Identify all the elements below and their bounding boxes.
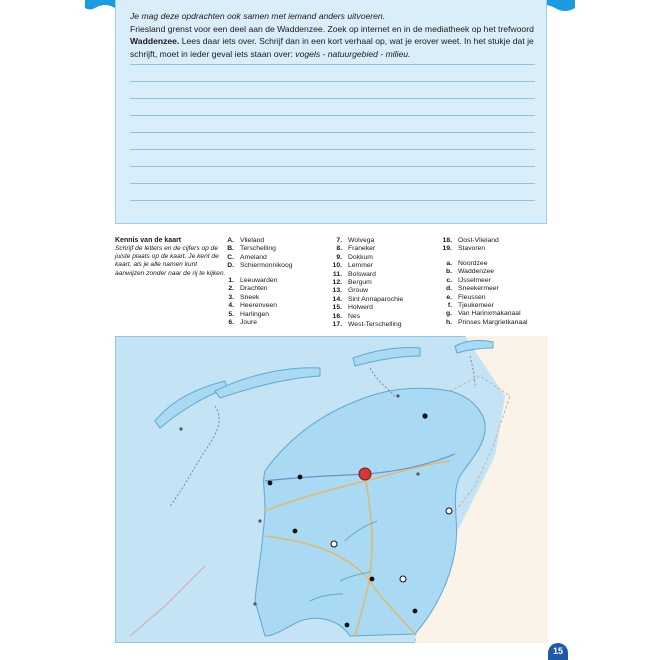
- writing-line[interactable]: [130, 200, 535, 201]
- legend-item: 7. Wolvega: [336, 237, 375, 244]
- legend-item: 10. Lemmer: [332, 262, 373, 270]
- legend-item: 18. Oost-Vlieland: [442, 237, 499, 244]
- assignment-text: [130, 10, 540, 60]
- assignment-part2: Lees daar iets over. Schrijf dan in een kort verhaal op, wat je erover weet. In het stukje dat je schrijft, moet in ieder geval iets staan over:: [130, 36, 534, 59]
- assignment-intro: Je mag deze opdrachten ook samen met iemand anders uitvoeren.: [130, 11, 386, 21]
- legend-item: g. Van Harinxmakanaal: [445, 310, 521, 318]
- legend-item: B. Terschelling: [227, 245, 276, 253]
- map-city-dot[interactable]: [298, 475, 303, 480]
- map-village-dot[interactable]: [258, 519, 261, 522]
- legend-item: b. Waddenzee: [445, 268, 495, 276]
- writing-line[interactable]: [130, 183, 535, 184]
- legend-item: a. Noordzee: [446, 260, 488, 267]
- writing-line[interactable]: [130, 132, 535, 133]
- map-city-open[interactable]: [400, 576, 406, 582]
- map-village-dot[interactable]: [253, 602, 256, 605]
- legend-item: 16. Nes: [332, 312, 361, 320]
- legend-item: 1. Leeuwarden: [228, 277, 278, 284]
- legend-item: 14. Sint Annaparochie: [332, 295, 404, 303]
- legend-item: e. Fleussen: [446, 293, 486, 301]
- page-number: 15: [548, 643, 568, 660]
- assignment-paragraph: [130, 23, 540, 61]
- map-city-dot[interactable]: [345, 623, 350, 628]
- assignment-keyword: Waddenzee.: [130, 36, 180, 47]
- legend-places-1: [222, 277, 277, 327]
- map-city-dot[interactable]: [413, 609, 418, 614]
- map-village-dot[interactable]: [396, 394, 399, 397]
- legend-item: h. Prinses Margrietkanaal: [445, 318, 528, 326]
- legend-item: 4. Heerenveen: [228, 302, 278, 310]
- writing-line[interactable]: [130, 81, 535, 82]
- map-city-dot[interactable]: [268, 481, 273, 486]
- legend-places-2: [330, 237, 403, 329]
- legend-item: 17. West-Terschelling: [332, 321, 402, 329]
- map-city-open[interactable]: [331, 541, 337, 547]
- legend-item: 9. Dokkum: [336, 253, 373, 261]
- legend-item: 8. Franeker: [336, 245, 376, 253]
- legend-item: 13. Grouw: [332, 287, 369, 295]
- legend-item: d. Sneekermeer: [445, 285, 499, 293]
- legend-item: 6. Joure: [228, 319, 258, 327]
- map-city-dot[interactable]: [422, 413, 427, 418]
- legend-item: D. Schiermonnikoog: [227, 262, 293, 270]
- legend-item: 11. Bolsward: [332, 270, 376, 278]
- legend-item: f. Tjeukemeer: [447, 302, 494, 310]
- writing-line[interactable]: [130, 98, 535, 99]
- legend-places-3: [440, 237, 499, 254]
- writing-line[interactable]: [130, 64, 535, 65]
- legend-instructions: Schrijf de letters en de cijfers op de juiste plaats op de kaart. Je kent de kaart, als je alle namen kunt aanwijzen zonder naar de rij te kijken.: [115, 245, 226, 277]
- assignment-part1: Friesland grenst voor een deel aan de Waddenzee. Zoek op internet en in de mediatheek op het trefwoord: [130, 23, 534, 34]
- writing-line[interactable]: [130, 166, 535, 167]
- friesland-map: [115, 336, 548, 643]
- legend-item: 12. Bergum: [332, 279, 372, 287]
- writing-line[interactable]: [130, 149, 535, 150]
- legend-item: 5. Harlingen: [228, 310, 270, 318]
- writing-line[interactable]: [130, 115, 535, 116]
- legend-item: c. IJsselmeer: [446, 276, 491, 284]
- assignment-topics: vogels - natuurgebied - milieu.: [295, 48, 411, 59]
- map-city-capital[interactable]: [359, 468, 371, 480]
- legend-waters: [440, 260, 528, 327]
- legend-islands: [222, 237, 293, 271]
- map-city-dot[interactable]: [293, 529, 298, 534]
- map-village-dot[interactable]: [179, 427, 182, 430]
- map-city-dot[interactable]: [370, 577, 375, 582]
- map-city-open[interactable]: [446, 508, 452, 514]
- legend-title: Kennis van de kaart: [115, 237, 182, 244]
- legend-item: 19. Stavoren: [442, 245, 486, 253]
- legend-item: 2. Drachten: [228, 285, 268, 293]
- map-village-dot[interactable]: [416, 472, 419, 475]
- legend-item: 3. Sneek: [228, 293, 260, 301]
- legend-item: 15. Holwerd: [332, 304, 373, 312]
- legend-item: C. Ameland: [227, 253, 267, 261]
- legend-item: A. Vlieland: [227, 237, 265, 244]
